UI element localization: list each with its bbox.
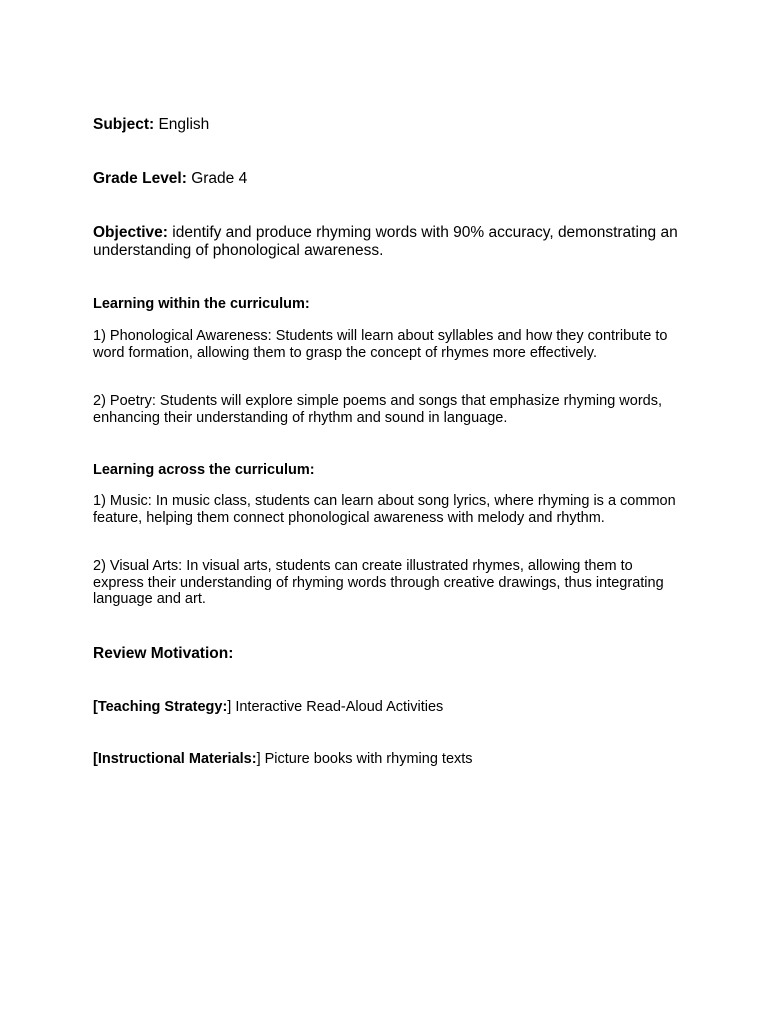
teaching-strategy-line — [93, 699, 683, 716]
subject-value: English — [158, 116, 210, 133]
instructional-materials-line — [93, 751, 683, 768]
grade-level-label: Grade Level: — [93, 170, 187, 187]
learning-across-heading: Learning across the curriculum: — [93, 462, 315, 478]
review-motivation-heading: Review Motivation: — [93, 645, 234, 662]
instructional-materials-value: ] Picture books with rhyming texts — [256, 751, 473, 767]
learning-within-heading: Learning within the curriculum: — [93, 296, 310, 312]
teaching-strategy-value: ] Interactive Read-Aloud Activities — [227, 699, 444, 715]
objective-label: Objective: — [93, 224, 168, 241]
teaching-strategy-label: [Teaching Strategy: — [93, 699, 228, 715]
learning-across-item: 1) Music: In music class, students can learn about song lyrics, where rhyming is a common feature, helping them connect phonological awareness with melody and rhythm. — [93, 493, 676, 526]
subject-line — [93, 116, 683, 134]
grade-level-line — [93, 170, 683, 188]
subject-label: Subject: — [93, 116, 155, 133]
learning-within-item: 2) Poetry: Students will explore simple poems and songs that emphasize rhyming words, enhancing their understanding of rhythm and sound in language. — [93, 393, 662, 426]
objective-line — [93, 224, 683, 260]
grade-level-value: Grade 4 — [191, 170, 248, 187]
objective-value: identify and produce rhyming words with 90% accuracy, demonstrating an understanding of phonological awareness. — [93, 224, 678, 259]
learning-across-item: 2) Visual Arts: In visual arts, students can create illustrated rhymes, allowing them to express their understanding of rhyming words through creative drawings, thus integrating language and art. — [93, 558, 664, 607]
instructional-materials-label: [Instructional Materials: — [93, 751, 257, 767]
learning-within-item: 1) Phonological Awareness: Students will learn about syllables and how they contribute to word formation, allowing them to grasp the concept of rhymes more effectively. — [93, 328, 668, 361]
